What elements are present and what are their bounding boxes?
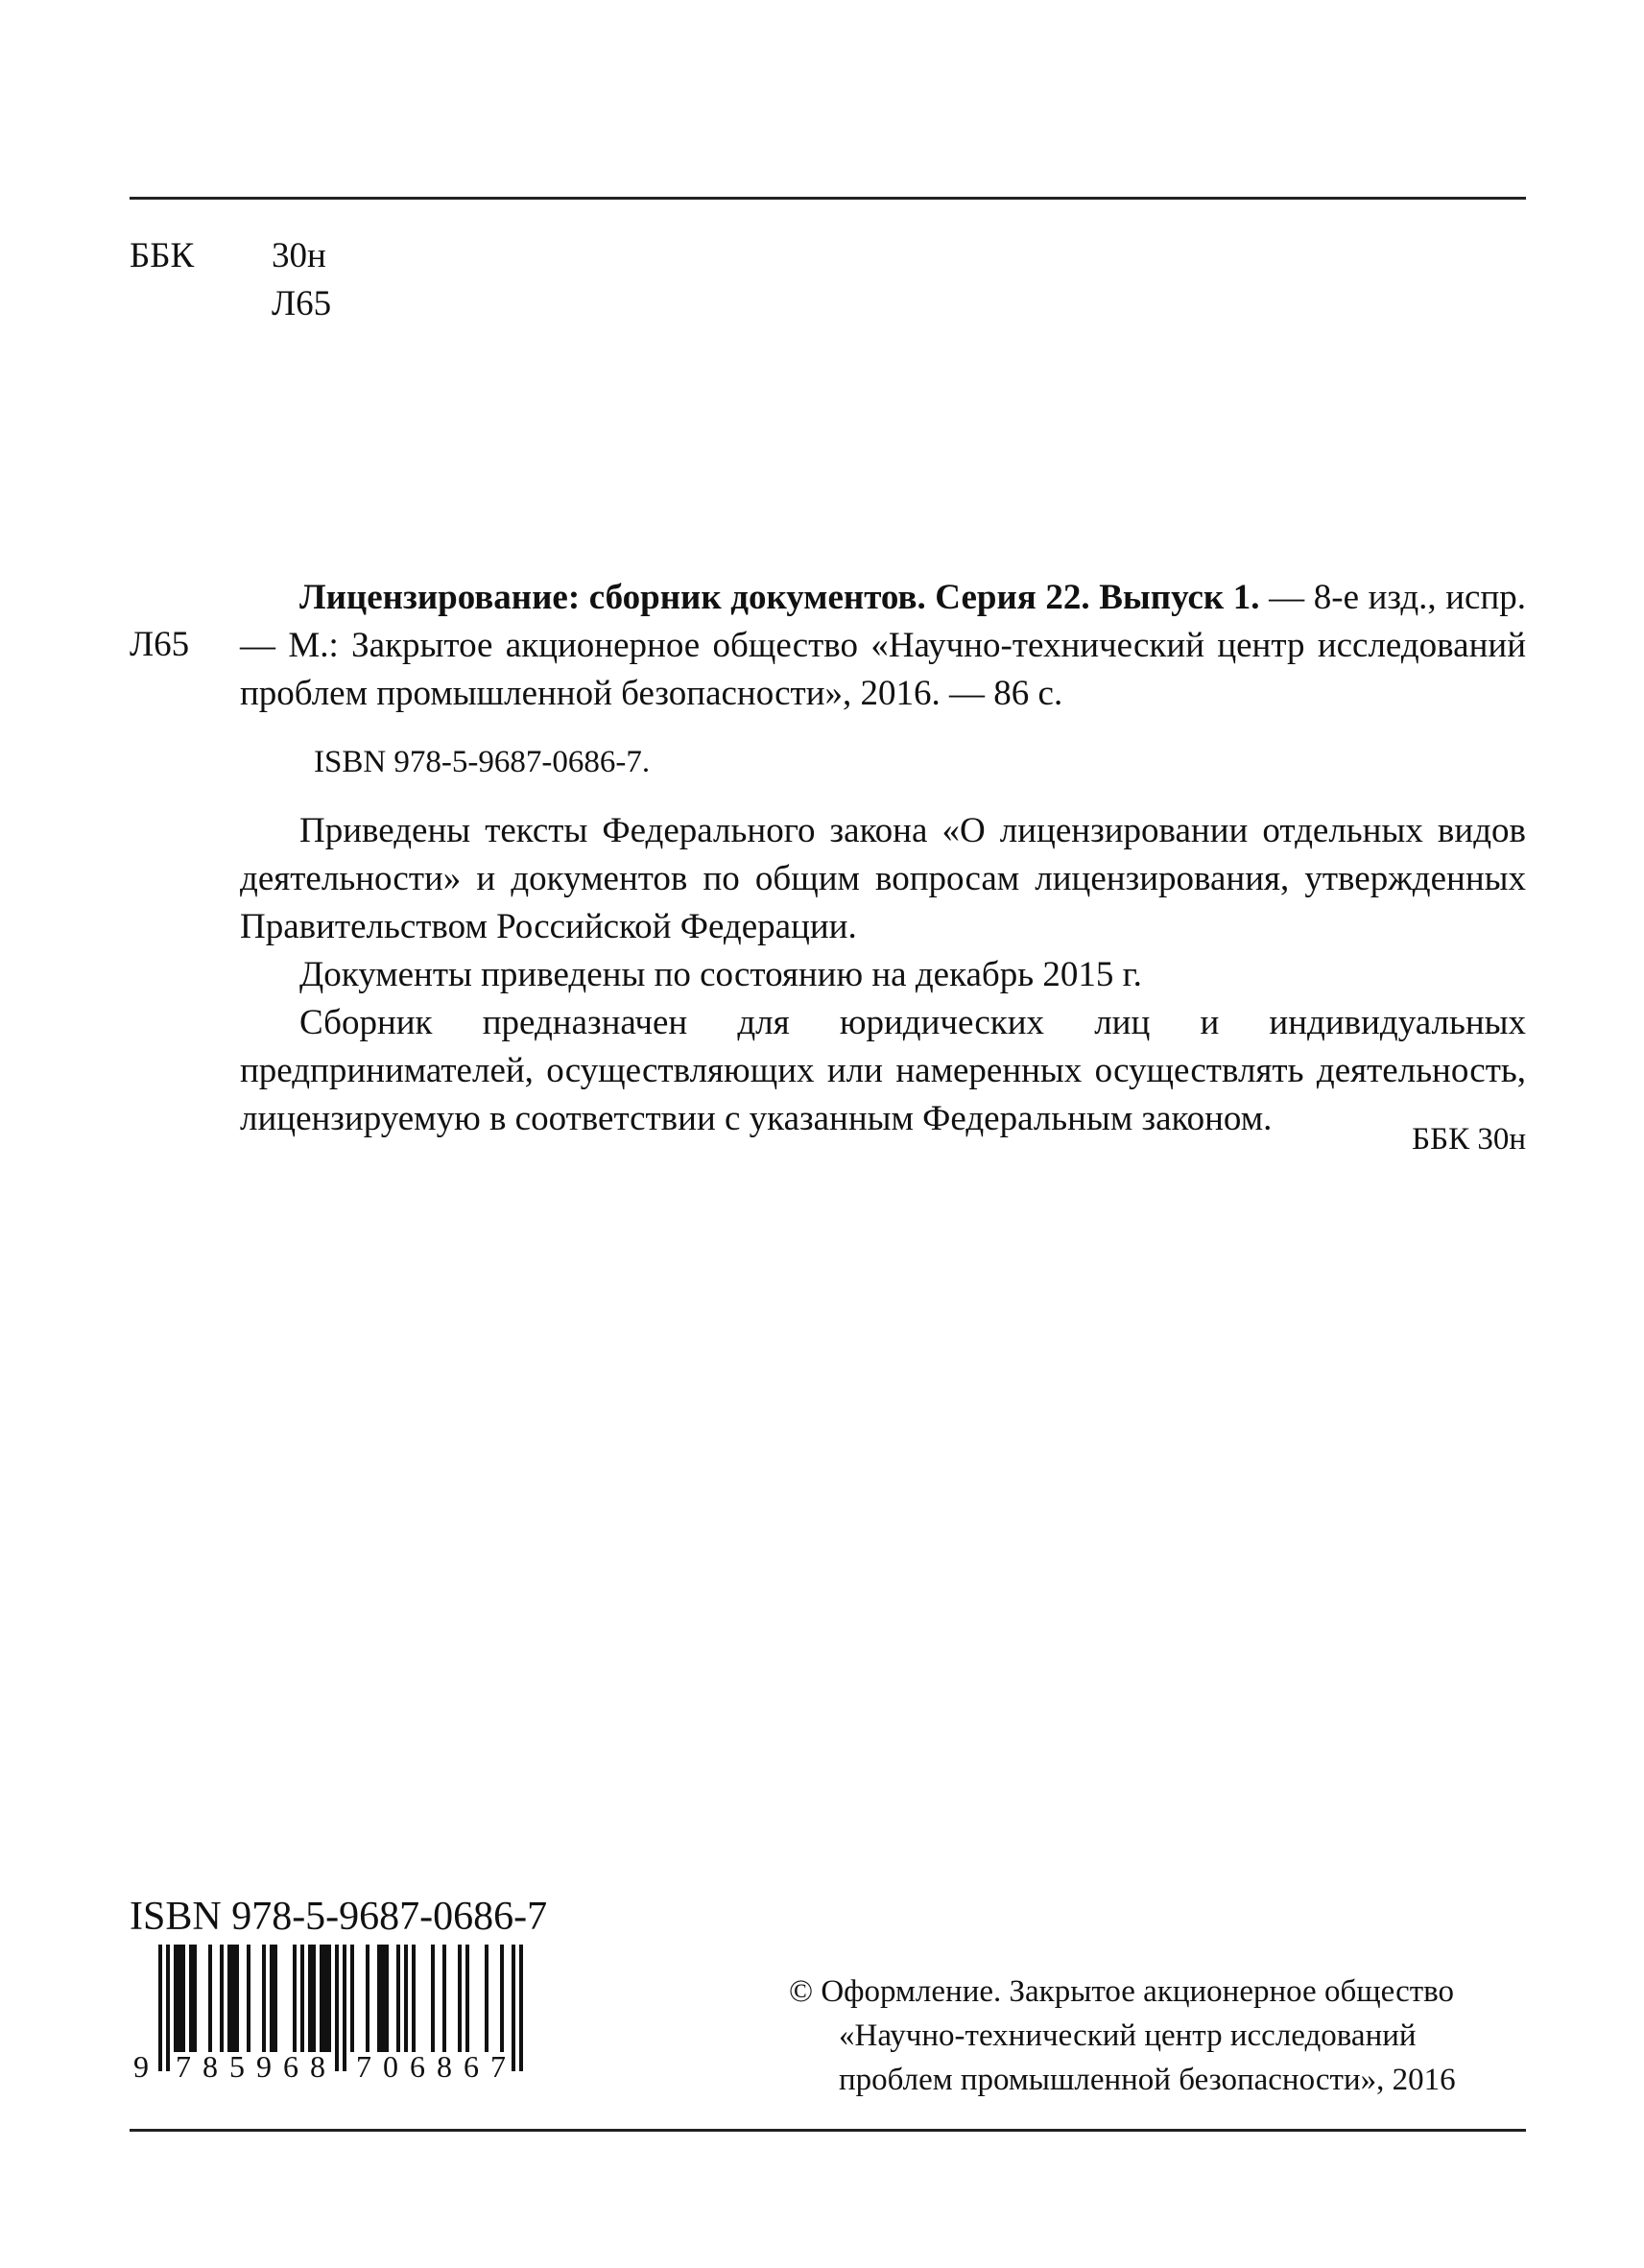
barcode-digit: 7 <box>356 2049 371 2084</box>
barcode-digit: 7 <box>176 2049 191 2084</box>
barcode-bar <box>270 1945 274 2052</box>
author-code: Л65 <box>272 284 332 323</box>
barcode-isbn-label: ISBN 978-5-9687-0686-7 <box>130 1895 548 1939</box>
barcode-digit: 8 <box>310 2049 325 2084</box>
copyright-line-1: © Оформление. Закрытое акционерное общество <box>789 1974 1455 2009</box>
barcode-bar <box>412 1945 416 2052</box>
barcode-bar <box>442 1945 446 2052</box>
barcode-bar <box>519 1945 523 2071</box>
entry-side-code: Л65 <box>130 625 190 664</box>
barcode-bar <box>178 1945 181 2052</box>
barcode-digit: 7 <box>490 2049 506 2084</box>
barcode-bar <box>312 1945 316 2052</box>
barcode-bar <box>458 1945 462 2052</box>
top-rule <box>130 197 1526 200</box>
barcode-bar <box>335 1945 339 2071</box>
annotation-paragraph-2: Документы приведены по состоянию на декабрь 2015 г. <box>299 955 1142 994</box>
barcode-bar <box>350 1945 354 2052</box>
barcode-digit: 6 <box>283 2049 298 2084</box>
barcode-digit: 9 <box>133 2049 149 2084</box>
isbn-barcode <box>130 1941 537 2085</box>
barcode-bar <box>227 1945 231 2052</box>
barcode-digit: 5 <box>229 2049 245 2084</box>
barcode-bar <box>327 1945 331 2052</box>
barcode-bar <box>404 1945 408 2052</box>
entry-isbn: ISBN 978-5-9687-0686-7. <box>314 745 651 779</box>
barcode-bar <box>193 1945 197 2052</box>
barcode-bar <box>512 1945 515 2071</box>
barcode-bar <box>274 1945 277 2052</box>
barcode-bar <box>377 1945 381 2052</box>
bbk-reference: ББК 30н <box>1412 1122 1526 1157</box>
barcode-bar <box>485 1945 488 2052</box>
barcode-bar <box>231 1945 235 2052</box>
barcode-bar <box>366 1945 369 2052</box>
annotation-paragraph-3: Сборник предназначен для юридических лиц и индивидуальных предпринимателей, осуществляющих или намеренных осуществлять деятельность, лицензируемую в соответствии с указанным Федеральным законом. <box>240 1003 1526 1138</box>
barcode-bar <box>320 1945 323 2052</box>
barcode-bar <box>381 1945 385 2052</box>
barcode-digit: 8 <box>437 2049 452 2084</box>
barcode-bar <box>323 1945 327 2052</box>
barcode-bar <box>262 1945 266 2052</box>
bbk-label: ББК <box>130 236 195 275</box>
annotation-paragraph-1: Приведены тексты Федерального закона «О лицензировании отдельных видов деятельности» и документов по общим вопросам лицензирования, утвержденных Правительством Российской Федерации. <box>240 811 1526 946</box>
barcode-bar <box>247 1945 250 2052</box>
barcode-bar <box>300 1945 304 2052</box>
barcode-bar <box>166 1945 170 2071</box>
barcode-bar <box>500 1945 504 2052</box>
bottom-rule <box>130 2129 1526 2132</box>
barcode-digits <box>133 2049 506 2084</box>
barcode-digit: 6 <box>410 2049 425 2084</box>
barcode-digit: 6 <box>464 2049 479 2084</box>
barcode-bar <box>343 1945 346 2071</box>
barcode-bar <box>396 1945 400 2052</box>
copyright-line-2: «Научно-технический центр исследований <box>839 2018 1417 2053</box>
barcode-bar <box>465 1945 469 2052</box>
barcode-bar <box>220 1945 224 2052</box>
annotation <box>240 807 1526 1143</box>
barcode-bar <box>174 1945 178 2052</box>
barcode-bar <box>235 1945 239 2052</box>
barcode-bar <box>181 1945 185 2052</box>
barcode-bar <box>293 1945 297 2052</box>
barcode-bar <box>208 1945 212 2052</box>
barcode-digit: 8 <box>203 2049 218 2084</box>
entry-imprint: — 8-е изд., испр. — М.: Закрытое акционерное общество «Научно-технический центр исследований проблем промышленной безопасности», 2016. — 86 с. <box>240 578 1527 713</box>
barcode-bar <box>385 1945 389 2052</box>
barcode-bar <box>189 1945 193 2052</box>
bibliographic-entry <box>240 574 1526 718</box>
copyright-line-3: проблем промышленной безопасности», 2016 <box>839 2063 1456 2097</box>
barcode-bar <box>308 1945 312 2052</box>
barcode-digit: 0 <box>383 2049 398 2084</box>
bbk-code: 30н <box>272 236 326 275</box>
barcode-digit: 9 <box>256 2049 272 2084</box>
entry-title: Лицензирование: сборник документов. Серия 22. Выпуск 1. <box>299 578 1260 617</box>
barcode-bar <box>158 1945 162 2071</box>
copyright-notice <box>789 1970 1526 2102</box>
barcode-bar <box>431 1945 435 2052</box>
